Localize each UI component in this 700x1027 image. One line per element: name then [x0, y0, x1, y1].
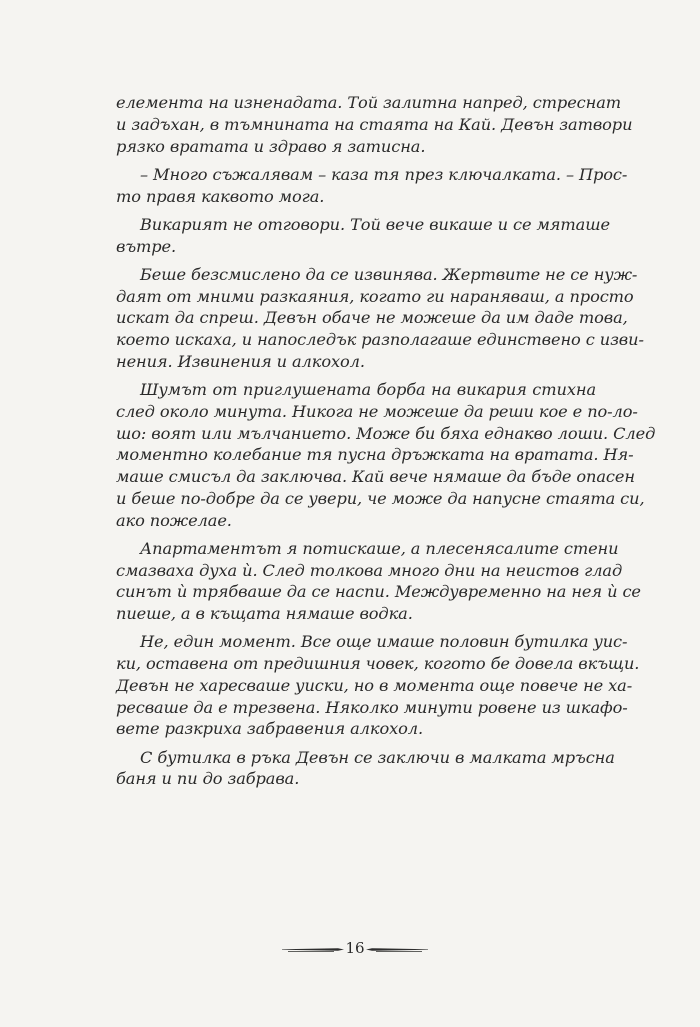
text-line: Шумът от приглушената борба на викария стихна — [140, 380, 596, 399]
paragraph — [116, 92, 633, 157]
text-line: – Много съжалявам – каза тя през ключалката. – Прос- — [140, 164, 628, 184]
text-line: искат да спреш. Девън обаче не можеше да им даде това, — [116, 308, 628, 328]
text-line: баня и пи до забрава. — [116, 769, 300, 789]
text-line: и задъхан, в тъмнината на стаята на Кай. Девън затвори — [116, 114, 633, 134]
text-line: С бутилка в ръка Девън се заключи в малката мръсна — [140, 747, 615, 767]
body-text — [116, 92, 656, 790]
paragraph — [116, 631, 640, 740]
text-line: ресваше да е трезвена. Няколко минути ровене из шкафо- — [116, 697, 628, 717]
text-line: смазваха духа ѝ. След толкова много дни на неистов глад — [116, 560, 623, 580]
text-line: шо: воят или мълчанието. Може би бяха еднакво лоши. След — [116, 423, 656, 443]
page-footer — [260, 938, 450, 962]
text-line: рязко вратата и здраво я затисна. — [116, 136, 426, 156]
text-line: ки, оставена от предишния човек, когото бе довела вкъщи. — [116, 654, 640, 673]
text-line: и беше по-добре да се увери, че може да напусне стаята си, — [116, 488, 645, 508]
text-line: моментно колебание тя пусна дръжката на вратата. Ня- — [116, 445, 634, 465]
page-number: 16 — [345, 939, 365, 957]
text-line: Не, един момент. Все още имаше половин бутилка уис- — [140, 632, 628, 652]
text-line: вътре. — [116, 236, 177, 256]
paragraph — [116, 379, 656, 531]
text-line: ако пожелае. — [116, 510, 232, 530]
paragraph — [116, 264, 644, 373]
text-line: Беше безсмислено да се извинява. Жертвите не се нуж- — [140, 264, 638, 284]
text-line: даят от мними разкаяния, когато ги нараняваш, а просто — [116, 286, 634, 306]
paragraph — [116, 214, 610, 258]
text-line: вете разкриха забравения алкохол. — [116, 719, 424, 739]
text-line: след около минута. Никога не можеше да реши кое е по-ло- — [116, 401, 638, 421]
text-line: то правя каквото мога. — [116, 186, 325, 206]
text-line: Викарият не отговори. Той вече викаше и се мяташе — [140, 214, 610, 234]
paragraph — [116, 538, 641, 625]
text-line: елемента на изненадата. Той залитна напред, стреснат — [116, 93, 621, 112]
text-line: пиеше, а в къщата нямаше водка. — [116, 604, 413, 623]
text-line: Девън не харесваше уиски, но в момента още повече не ха- — [116, 675, 633, 695]
text-line: нения. Извинения и алкохол. — [116, 351, 365, 371]
text-line: синът ѝ трябваше да се наспи. Междувременно на нея ѝ се — [116, 582, 641, 602]
text-line: Апартаментът я потискаше, а плесенясалите стени — [140, 538, 619, 558]
text-line: маше смисъл да заключва. Кай вече нямаше да бъде опасен — [116, 467, 635, 486]
paragraph — [116, 164, 628, 208]
paragraph — [116, 747, 615, 791]
text-line: което искаха, и напоследък разполагаше единствено с изви- — [116, 330, 644, 349]
